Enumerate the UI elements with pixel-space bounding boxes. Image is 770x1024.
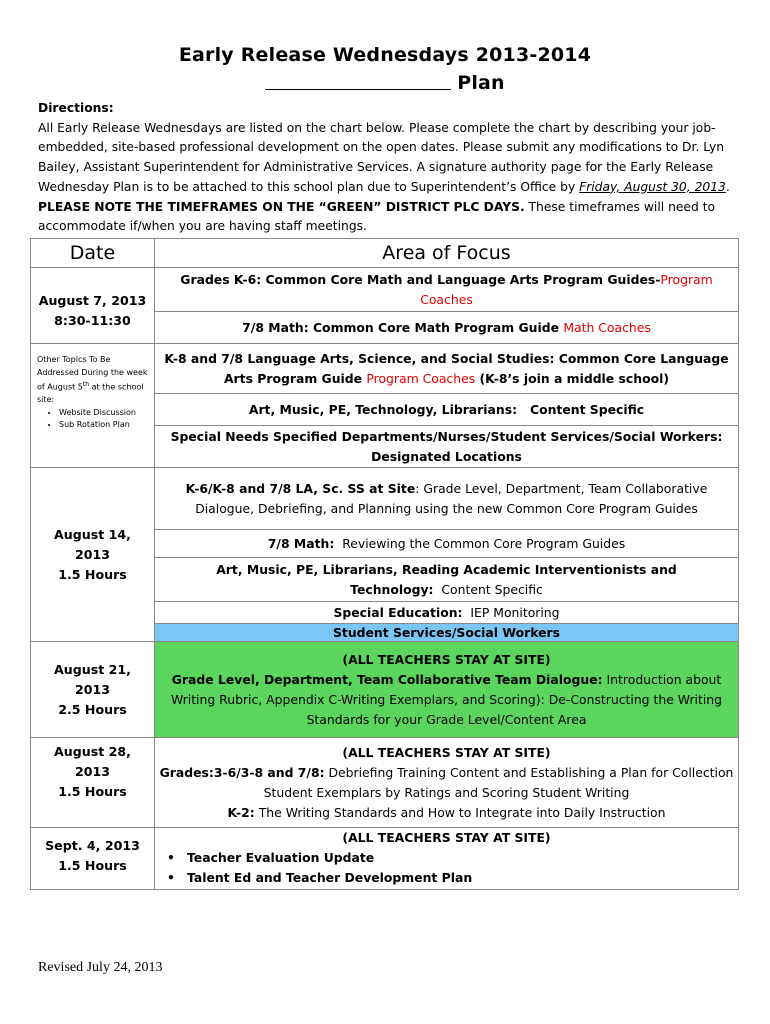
other-topics-text — [37, 354, 150, 407]
focus-aug21 — [155, 642, 739, 738]
other-topics-title: Other Topics To Be Addressed During the week of August 5 — [37, 355, 148, 392]
focus-text: K-8 and 7/8 Language Arts, Science, and Social Studies: Common Core Language Arts Program Guide — [164, 350, 729, 386]
list-item: • Teacher Evaluation Update — [187, 848, 734, 868]
focus-aug14-1 — [155, 468, 739, 530]
focus-label: K-2: — [227, 804, 255, 820]
table-header-row — [31, 239, 739, 268]
table-row — [31, 738, 739, 828]
focus-text: Content Specific — [530, 401, 645, 417]
focus-aug14-3 — [155, 558, 739, 602]
date-cell-sept4 — [31, 828, 155, 890]
time-aug28: 1.5 Hours — [58, 784, 127, 799]
list-item: • Website Discussion — [59, 407, 150, 420]
date-aug21: August 21, 2013 — [54, 661, 131, 697]
directions-text-3: These timeframes will need to accommodate if/when you are having staff meetings. — [38, 199, 716, 234]
list-item: • Sub Rotation Plan — [59, 419, 150, 432]
table-row — [31, 268, 739, 312]
all-teachers-note: (ALL TEACHERS STAY AT SITE) — [342, 651, 551, 667]
focus-text: Grades K-6: Common Core Math and Language Arts Program Guides- — [180, 271, 661, 287]
directions — [38, 99, 738, 237]
time-aug7: 8:30-11:30 — [54, 312, 131, 328]
due-date: Friday, August 30, 2013 — [579, 179, 726, 194]
focus-aug7-1 — [155, 268, 739, 312]
ordinal-suffix: th — [82, 381, 90, 388]
focus-aug7-4 — [155, 394, 739, 426]
table-row — [31, 828, 739, 890]
other-topics-list — [37, 407, 150, 432]
directions-text-2: . — [725, 179, 730, 194]
date-cell-aug28 — [31, 738, 155, 828]
focus-sept4 — [155, 828, 739, 890]
list-item: • Talent Ed and Teacher Development Plan — [187, 868, 734, 888]
focus-text: (K-8’s join a middle school) — [475, 370, 670, 386]
focus-label: Grades:3-6/3-8 and 7/8: — [159, 764, 325, 780]
focus-aug14-5: Student Services/Social Workers — [155, 624, 739, 642]
focus-label: K-6/K-8 and 7/8 LA, Sc. SS at Site — [185, 480, 416, 496]
date-column-header: Date — [31, 239, 155, 268]
directions-text-1: All Early Release Wednesdays are listed on the chart below. Please complete the chart by describing your job-embedded, site-based professional development on the open dates. Please submit any modifications to Dr. Lyn Bailey, Assistant Superintendent for Administrative Services. A signature authority page for the Early Release Wednesday Plan is to be attached to this school plan due to Superintendent’s Office by — [38, 120, 725, 194]
focus-text: Reviewing the Common Core Program Guides — [342, 535, 626, 551]
focus-label: Special Education: — [333, 604, 463, 620]
all-teachers-note: (ALL TEACHERS STAY AT SITE) — [342, 744, 551, 760]
focus-label: Art, Music, PE, Librarians, Reading Academic Interventionists and Technology: — [216, 561, 677, 597]
date-sept4: Sept. 4, 2013 — [45, 838, 140, 853]
time-aug21: 2.5 Hours — [58, 701, 127, 717]
focus-text: The Writing Standards and How to Integrate into Daily Instruction — [254, 804, 666, 820]
focus-aug28 — [155, 738, 739, 828]
document-title: Early Release Wednesdays 2013-2014 — [178, 44, 592, 66]
date-aug14: August 14, 2013 — [54, 526, 131, 562]
all-teachers-note: (ALL TEACHERS STAY AT SITE) — [342, 830, 551, 845]
focus-text: : Grade Level, Department, Team Collaborative Dialogue, Debriefing, and Planning using the new Common Core Program Guides — [195, 480, 708, 516]
focus-column-header: Area of Focus — [155, 239, 739, 268]
focus-label: Art, Music, PE, Technology, Librarians: — [248, 401, 518, 417]
focus-text: 7/8 Math: Common Core Math Program Guide — [242, 319, 564, 335]
plan-label: Plan — [457, 72, 505, 94]
date-aug28: August 28, 2013 — [54, 744, 131, 779]
focus-aug14-4 — [155, 602, 739, 624]
table-row — [31, 344, 739, 394]
focus-part-1 — [159, 763, 734, 803]
focus-part-2 — [159, 803, 734, 823]
table-row — [31, 642, 739, 738]
date-cell-aug14 — [31, 468, 155, 642]
revision-footer: Revised July 24, 2013 — [38, 960, 163, 975]
focus-label: 7/8 Math: — [267, 535, 335, 551]
table-row — [31, 468, 739, 530]
coaches-highlight: Math Coaches — [563, 319, 651, 335]
time-aug14: 1.5 Hours — [58, 566, 127, 582]
focus-text: IEP Monitoring — [470, 604, 560, 620]
focus-aug14-2 — [155, 530, 739, 558]
focus-text: Introduction about Writing Rubric, Appendix C-Writing Exemplars, and Scoring): De-Constructing the Writing Standards for your Grade Level/Content Area — [170, 671, 723, 727]
date-cell-aug21 — [31, 642, 155, 738]
focus-aug7-2 — [155, 312, 739, 344]
focus-text: Debriefing Training Content and Establishing a Plan for Collection Student Exemplars by Ratings and Scoring Student Writing — [263, 764, 734, 800]
time-sept4: 1.5 Hours — [58, 858, 127, 873]
bullet-list — [159, 848, 734, 888]
focus-aug7-3 — [155, 344, 739, 394]
focus-aug7-5: Special Needs Specified Departments/Nurses/Student Services/Social Workers: Designated Locations — [155, 426, 739, 468]
date-cell-aug7 — [31, 268, 155, 344]
coaches-highlight: Program Coaches — [420, 271, 713, 307]
plan-title-line — [0, 72, 770, 94]
other-topics-cell — [31, 344, 155, 468]
focus-label: Grade Level, Department, Team Collaborative Team Dialogue: — [171, 671, 603, 687]
timeframe-note: PLEASE NOTE THE TIMEFRAMES ON THE “GREEN” DISTRICT PLC DAYS. — [38, 199, 525, 214]
focus-text: Content Specific — [441, 581, 543, 597]
school-name-blank[interactable] — [265, 73, 451, 90]
directions-heading: Directions: — [38, 101, 114, 115]
coaches-highlight: Program Coaches — [366, 370, 476, 386]
date-aug7: August 7, 2013 — [38, 292, 147, 308]
schedule-table — [30, 238, 739, 890]
other-topics-tail: at the school site: — [37, 382, 144, 405]
